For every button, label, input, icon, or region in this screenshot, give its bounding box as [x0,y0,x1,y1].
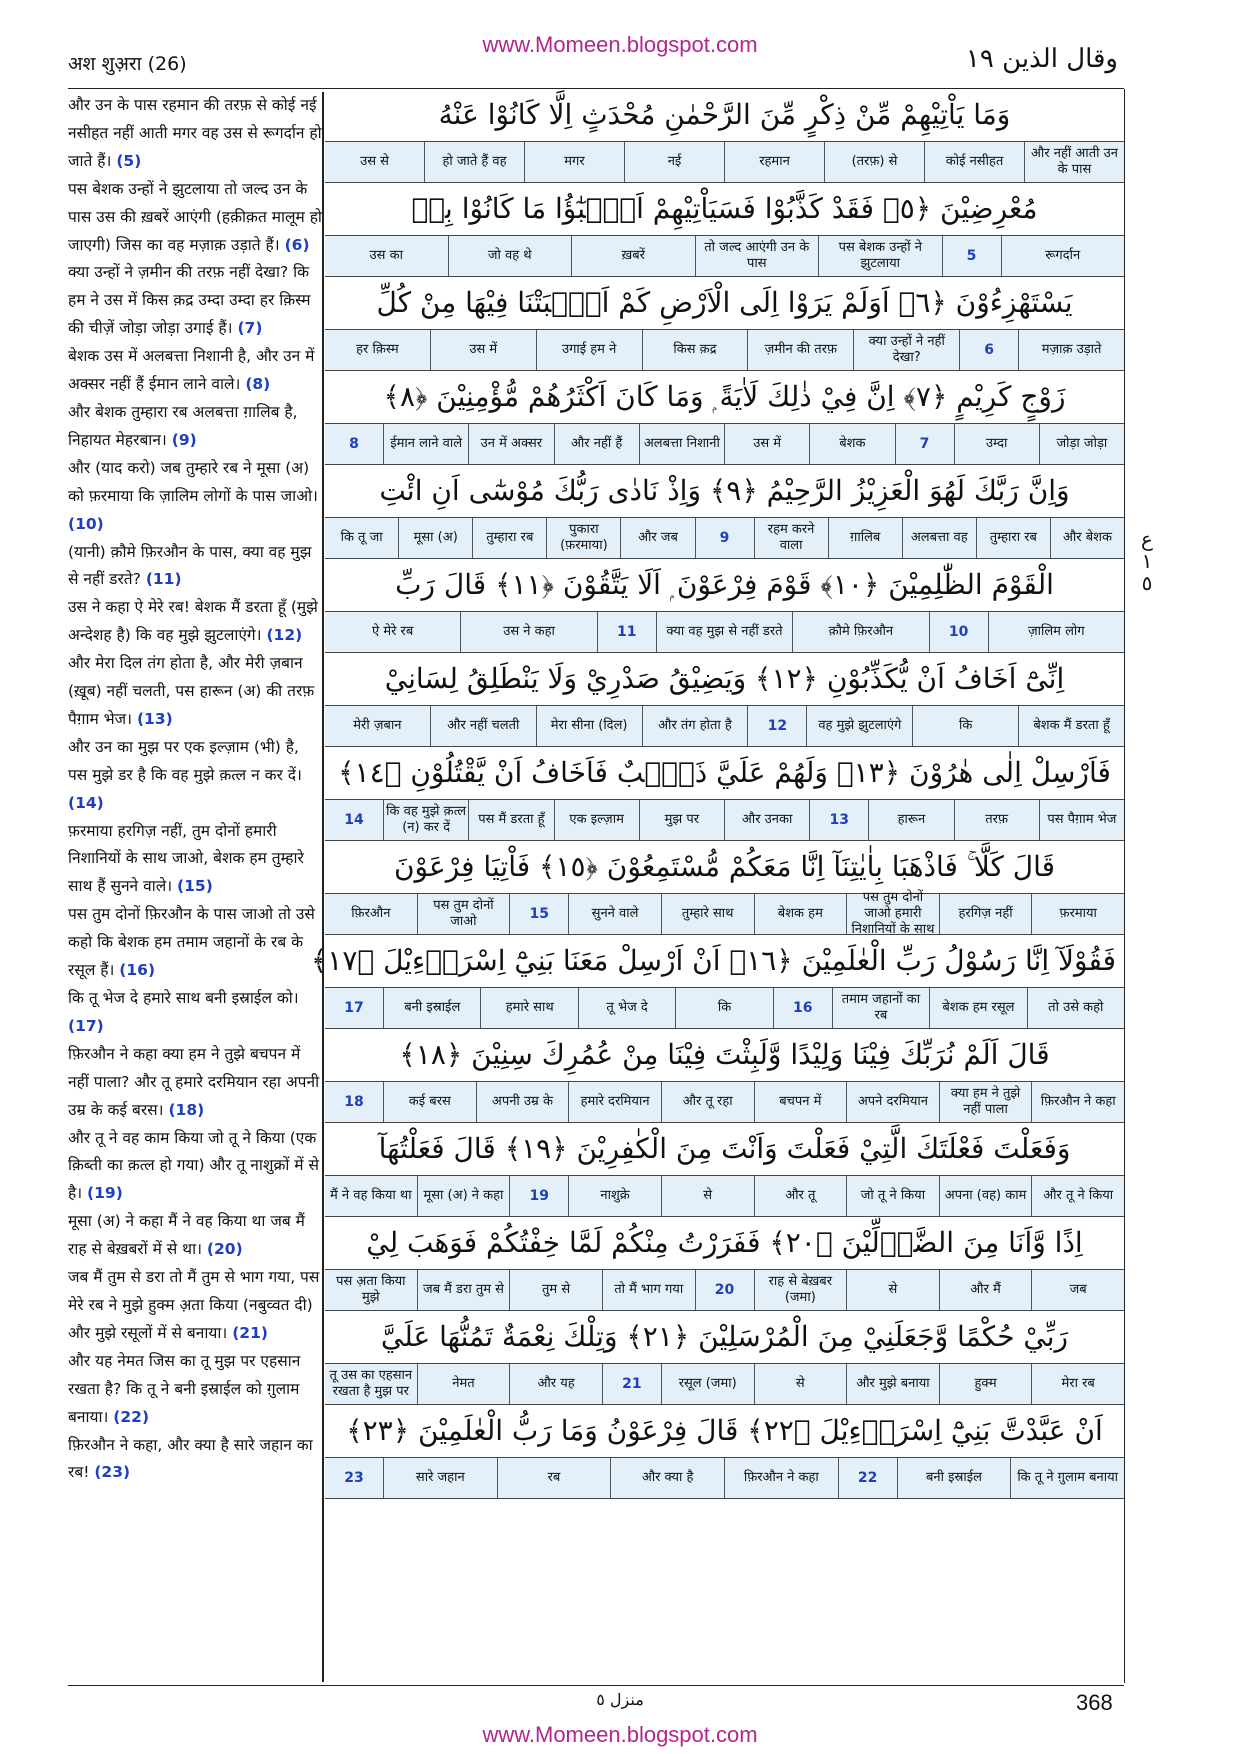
translation-paragraph [68,399,322,455]
word-meaning-cell: जोड़ा जोड़ा [1039,424,1124,464]
word-meaning-cell: और बेशक [1050,518,1124,558]
translation-text: और बेशक तुम्हारा रब अलबत्ता ग़ालिब है, निहायत मेहरबान। [68,402,298,449]
ruku-number-bottom: ٥ [1141,571,1153,595]
para-title: وقال الذين ١٩ [965,44,1118,74]
arabic-line: الْقَوْمَ الظّٰلِمِيْنَ ﴿١٠﴾ قَوْمَ فِرْعَوْنَ ۭ اَلَا يَتَّقُوْنَ ﴿١١﴾ قَالَ رَبِّ [395,568,1054,601]
word-meaning-cell: तो उसे कहो [1027,988,1124,1028]
word-meaning-cell: बनी इस्राईल [897,1458,1011,1498]
verse-block [325,277,1124,371]
verse-block [325,371,1124,465]
word-meaning-cell: वह मुझे झुटलाएंगे [806,706,912,746]
word-meaning-cell: कि तू जा [340,530,383,545]
verse-number-cell: 16 [773,988,832,1028]
translation-paragraph [68,455,322,539]
verse-number: (5) [116,151,142,170]
arabic-line: رَبِّيْ حُكْمًا وَّجَعَلَنِيْ مِنَ الْمُرْسَلِيْنَ ﴿٢١﴾ وَتِلْكَ نِعْمَةٌ تَمُنُّهَا عَلَيَّ [380,1320,1069,1353]
verse-number-cell: 9 [695,518,754,558]
verse-number-cell: 17 [344,1000,364,1016]
translation-text: पस तुम दोनों फ़िरऔन के पास जाओ तो उसे कहो कि बेशक हम तमाम जहानों के रब के रसूल हैं। [68,905,315,980]
word-meaning-cell: और नहीं चलती [430,706,536,746]
verse-number-cell: 23 [344,1470,364,1486]
word-meaning-cell: से [846,1270,939,1310]
word-meaning-cell: तू भेज दे [578,988,675,1028]
verse-number-cell: 21 [602,1364,661,1404]
verse-number: (19) [87,1184,123,1203]
word-meaning-cell: नई [624,142,724,182]
arabic-line: مُعْرِضِيْنَ ﴿٥﴾ فَقَدْ كَذَّبُوْا فَسَيَاْتِيْهِمْ اَنْۢبٰٓؤُا مَا كَانُوْا بِهٖ [411,192,1038,225]
word-meaning-row [325,987,1124,1029]
word-meaning-row [325,611,1124,653]
word-meaning-cell: कि वह मुझे क़त्ल (न) कर दें [383,800,468,840]
translation-text: क्या उन्हों ने ज़मीन की तरफ़ नहीं देखा? कि हम ने उस में किस क़द्र उम्दा उम्दा हर क़िस्म की चीज़ें जोड़ा जोड़ा उगाई हैं। [68,263,311,338]
verse-number: (6) [284,235,310,254]
word-meaning-cell: तुम्हारे साथ [661,894,754,934]
arabic-line: وَمَا يَاْتِيْهِمْ مِّنْ ذِكْرٍ مِّنَ الرَّحْمٰنِ مُحْدَثٍ اِلَّا كَانُوْا عَنْهُ [438,98,1011,131]
verse-number-cell: 15 [509,894,568,934]
translation-text: कि तू भेज दे हमारे साथ बनी इस्राईल को। [68,989,299,1007]
word-meaning-cell: और नहीं हैं [554,424,639,464]
word-meaning-cell: बेशक हम [754,894,847,934]
surah-title: अश शुअ़रा (26) [68,53,187,75]
translation-paragraph [68,1041,322,1125]
verse-number-cell: 7 [895,424,954,464]
verse-block [325,183,1124,277]
word-meaning-cell: बनी इस्राईल [383,988,480,1028]
word-meaning-cell: उस में [430,330,536,370]
word-meaning-cell: (तरफ़) से [824,142,924,182]
verse-block [325,465,1124,559]
word-meaning-cell: और तंग होता है [642,706,748,746]
verse-number-cell: 8 [349,436,359,452]
arabic-line: اِذًا وَّاَنَا مِنَ الضَّاۗلِّيْنَ ﴿٢٠﴾ فَفَرَرْتُ مِنْكُمْ لَمَّا خِفْتُكُمْ فَوَهَبَ لِيْ [366,1226,1083,1259]
word-meaning-cell: क़ौमे फ़िरऔन [792,612,928,652]
translation-text: और उन का मुझ पर एक इल्ज़ाम (भी) है, पस मुझे डर है कि वह मुझे क़त्ल न कर दें। [68,737,302,784]
verse-number: (23) [94,1463,131,1482]
word-meaning-cell: फ़िरऔन [351,906,391,921]
translation-paragraph [68,1348,322,1432]
word-meaning-cell: रसूल (जमा) [661,1364,754,1404]
word-meaning-cell: क्या उन्हों ने नहीं देखा? [853,330,959,370]
word-meaning-cell: मूसा (अ) ने कहा [417,1176,510,1216]
verse-block [325,747,1124,841]
translation-paragraph [68,1264,322,1348]
word-meaning-row [325,1269,1124,1311]
translation-text: और यह नेमत जिस का तू मुझ पर एहसान रखता है? कि तू ने बनी इस्राईल को ग़ुलाम बनाया। [68,1351,301,1426]
word-meaning-cell: तो मैं भाग गया [602,1270,695,1310]
word-meaning-cell: ज़मीन की तरफ़ [747,330,853,370]
word-meaning-cell: सारे जहान [383,1458,497,1498]
word-meaning-cell: से [754,1364,847,1404]
website-footer: www.Momeen.blogspot.com [482,1722,758,1747]
word-meaning-cell: और मुझे बनाया [846,1364,939,1404]
word-meaning-cell: और तू [754,1176,847,1216]
verse-number-cell: 11 [597,612,656,652]
word-meaning-cell: मगर [524,142,624,182]
verse-number: (11) [145,570,182,589]
word-meaning-cell: उस ने कहा [460,612,596,652]
word-meaning-cell: मेरी ज़बान [353,718,402,733]
word-meaning-cell: उन में अक्सर [468,424,553,464]
word-meaning-cell: और मैं [939,1270,1032,1310]
verse-number: (10) [68,514,104,533]
word-meaning-cell: तुम्हारा रब [976,518,1050,558]
translation-text: और (याद करो) जब तुम्हारे रब ने मूसा (अ) को फ़रमाया कि ज़ालिम लोगों के पास जाओ। [68,458,318,505]
word-meaning-cell: कि [675,988,772,1028]
word-meaning-cell: और तू रहा [661,1082,754,1122]
verse-block [325,1123,1124,1217]
word-meaning-row [325,1457,1124,1499]
ruku-letter: ع [1141,527,1153,551]
word-meaning-cell: राह से बेख़बर (जमा) [754,1270,847,1310]
translation-paragraph [68,985,322,1041]
translation-paragraph [68,650,322,734]
verse-number: (20) [206,1240,243,1259]
word-meaning-row [325,423,1124,465]
word-meaning-cell: उगाई हम ने [536,330,642,370]
word-meaning-cell: कि तू ने ग़ुलाम बनाया [1010,1458,1124,1498]
word-meaning-cell: तू उस का एहसान रखता है मुझ पर [329,1368,413,1399]
word-meaning-cell: ग़ालिब [828,518,902,558]
verse-number-cell: 12 [747,706,806,746]
word-meaning-cell: और उनका [724,800,809,840]
word-meaning-cell: हारून [868,800,953,840]
website-header: www.Momeen.blogspot.com [482,32,758,57]
arabic-line: اَنْ عَبَّدْتَّ بَنِيْٓ اِسْرَاۗءِيْلَ ﴿٢٢﴾ قَالَ فِرْعَوْنُ وَمَا رَبُّ الْعٰلَمِيْنَ ﴿٢٣﴾ [346,1414,1103,1447]
word-meaning-cell: एक इल्ज़ाम [554,800,639,840]
translation-column [68,92,324,1682]
word-meaning-row [325,329,1124,371]
word-meaning-cell: मुझ पर [639,800,724,840]
verse-number: (8) [245,375,271,394]
arabic-line: زَوْجٍ كَرِيْمٍ ﴿٧﴾ اِنَّ فِيْ ذٰلِكَ لَاٰيَةً ۭ وَمَا كَانَ اَكْثَرُهُمْ مُّؤْمِنِيْنَ ﴿٨﴾ [383,380,1066,413]
word-meaning-cell: बेशक मैं डरता हूँ [1018,706,1124,746]
arabic-line: قَالَ كَلَّا ۚ فَاذْهَبَا بِاٰيٰتِنَآ اِنَّا مَعَكُمْ مُّسْتَمِعُوْنَ ﴿١٥﴾ فَاْتِيَا فِرْعَوْنَ [393,850,1056,883]
word-meaning-cell: हो जाते हैं वह [424,142,524,182]
arabic-line: يَسْتَهْزِءُوْنَ ﴿٦﴾ اَوَلَمْ يَرَوْا اِلَى الْاَرْضِ كَمْ اَنْۢبَتْنَا فِيْهَا مِنْ كُلِّ [376,286,1073,319]
word-meaning-cell: रहम करने वाला [754,518,828,558]
translation-text: और तू ने वह काम किया जो तू ने किया (एक क़िब्ती का क़त्ल हो गया) और तू नाशुक्रों में से है। [68,1128,319,1203]
word-meaning-cell: जो वह थे [448,236,572,276]
translation-text: पस बेशक उन्हों ने झुटलाया तो जल्द उन के पास उस की ख़बरें आएंगी (हक़ीक़त मालूम हो जाएगी) जिस का वह मज़ाक़ उड़ाते हैं। [68,179,322,254]
ruku-marker [1132,528,1162,594]
verse-block [325,1029,1124,1123]
word-meaning-cell: मैं ने वह किया था [330,1188,412,1203]
word-meaning-cell: उस में [724,424,809,464]
verse-block [310,935,1124,1029]
word-meaning-cell: क्या वह मुझ से नहीं डरते [656,612,792,652]
verse-number-cell: 20 [695,1270,754,1310]
page-number: 368 [1076,1690,1113,1715]
word-meaning-cell: जब मैं डरा तुम से [417,1270,510,1310]
word-meaning-cell: तुम्हारा रब [472,518,546,558]
arabic-line: اِنِّىْٓ اَخَافُ اَنْ يُّكَذِّبُوْنِ ﴿١٢﴾ وَيَضِيْقُ صَدْرِيْ وَلَا يَنْطَلِقُ لِسَانِيْ [384,662,1065,695]
translation-paragraph [68,1208,322,1264]
word-meaning-cell: रहमान [724,142,824,182]
word-meaning-cell: अलबत्ता निशानी [639,424,724,464]
word-meaning-cell: फ़िरऔन ने कहा [724,1458,838,1498]
verse-number-cell: 13 [809,800,868,840]
verse-number-cell: 10 [929,612,988,652]
verse-number-cell: 6 [959,330,1018,370]
word-meaning-cell: ज़ालिम लोग [988,612,1124,652]
verse-number: (21) [232,1323,268,1342]
word-meaning-cell: और तू ने किया [1031,1176,1124,1216]
word-meaning-cell: अपना (वह) काम [939,1176,1032,1216]
word-meaning-cell: बचपन में [754,1082,847,1122]
verse-number: (18) [168,1100,205,1119]
verse-number: (7) [237,319,263,338]
translation-text: (यानी) क़ौमे फ़िरऔन के पास, क्या वह मुझ से नहीं डरते? [68,542,312,589]
translation-text: फ़रमाया हरगिज़ नहीं, तुम दोनों हमारी निशानियों के साथ जाओ, बेशक हम तुम्हारे साथ हैं सुनने वाले। [68,821,304,896]
word-meaning-cell: हुक्म [939,1364,1032,1404]
arabic-line: وَفَعَلْتَ فَعْلَتَكَ الَّتِيْ فَعَلْتَ وَاَنْتَ مِنَ الْكٰفِرِيْنَ ﴿١٩﴾ قَالَ فَعَلْتُهَآ [378,1132,1071,1165]
word-meaning-cell: पस मैं डरता हूँ [468,800,553,840]
word-meaning-cell: तमाम जहानों का रब [832,988,929,1028]
word-meaning-cell: और जब [620,518,694,558]
verse-block [325,89,1124,183]
verse-number: (17) [68,1016,104,1035]
verse-number-cell: 5 [942,236,1001,276]
verse-number-cell: 18 [344,1094,364,1110]
word-meaning-cell: मेरा रब [1031,1364,1124,1404]
verse-block [325,1311,1124,1405]
word-meaning-cell: तुम से [509,1270,602,1310]
word-meaning-cell: तो जल्द आएंगी उन के पास [695,236,819,276]
word-meaning-cell: कई बरस [383,1082,476,1122]
translation-text: जब मैं तुम से डरा तो मैं तुम से भाग गया, पस मेरे रब ने मुझे हुक्म अ़ता किया (नबुव्वत दी) और मुझे रसूलों में से बनाया। [68,1268,320,1342]
translation-paragraph [68,92,322,176]
word-meaning-cell: सुनने वाले [568,894,661,934]
translation-paragraph [68,343,322,399]
verse-number: (9) [171,430,197,449]
word-meaning-cell: पस बेशक उन्हों ने झुटलाया [818,236,942,276]
translation-text: मूसा (अ) ने कहा मैं ने वह किया था जब मैं राह से बेख़बरों में से था। [68,1212,305,1259]
arabic-line: وَاِنَّ رَبَّكَ لَهُوَ الْعَزِيْزُ الرَّحِيْمُ ﴿٩﴾ وَاِذْ نَادٰى رَبُّكَ مُوْسٰٓى اَنِ ائْتِ [379,474,1070,507]
translation-text: उस ने कहा ऐ मेरे रब! बेशक मैं डरता हूँ (मुझे अन्देशह है) कि वह मुझे झुटलाएंगे। [68,598,318,645]
translation-text: और उन के पास रहमान की तरफ़ से कोई नई नसीहत नहीं आती मगर वह उस से रूगर्दान हो जाते हैं। [68,96,322,170]
word-meaning-cell: हमारे साथ [480,988,577,1028]
word-meaning-cell: ईमान लाने वाले [383,424,468,464]
translation-paragraph [68,818,322,902]
word-meaning-cell: किस क़द्र [642,330,748,370]
word-meaning-cell: नेमत [417,1364,510,1404]
translation-paragraph [68,594,322,650]
word-meaning-cell: उस से [360,154,389,169]
verse-column [310,89,1125,1683]
word-meaning-row [325,1363,1124,1405]
word-meaning-cell: तरफ़ [954,800,1039,840]
word-meaning-cell: अपने दरमियान [846,1082,939,1122]
translation-paragraph [68,259,322,343]
word-meaning-cell: पस तुम दोनों जाओ [417,894,510,934]
verse-block [325,559,1124,653]
word-meaning-cell: जो तू ने किया [846,1176,939,1216]
word-meaning-cell: उस का [369,248,403,263]
word-meaning-cell: जब [1031,1270,1124,1310]
manzil-label: منزل ٥ [596,1690,644,1709]
word-meaning-cell: क्या हम ने तुझे नहीं पाला [939,1082,1032,1122]
word-meaning-cell: पस अ़ता किया मुझे [336,1274,406,1305]
word-meaning-cell: बेशक [809,424,894,464]
word-meaning-cell: और यह [509,1364,602,1404]
word-meaning-cell: ख़बरें [571,236,695,276]
word-meaning-row [325,141,1124,183]
word-meaning-row [325,517,1124,559]
word-meaning-cell: हरगिज़ नहीं [939,894,1032,934]
arabic-line: فَقُوْلَآ اِنَّا رَسُوْلُ رَبِّ الْعٰلَمِيْنَ ﴿١٦﴾ اَنْ اَرْسِلْ مَعَنَا بَنِيْٓ اِسْرَاۗءِيْلَ ﴿١٧﴾ [310,944,1116,977]
verse-number: (22) [113,1407,150,1426]
translation-paragraph [68,901,322,985]
translation-paragraph [68,1125,322,1209]
word-meaning-cell: कोई नसीहत [924,142,1024,182]
word-meaning-cell: ऐ मेरे रब [372,624,414,639]
word-meaning-cell: पस तुम दोनों जाओ हमारी निशानियों के साथ [846,894,939,934]
word-meaning-row [325,890,1124,937]
word-meaning-row [325,799,1124,841]
word-meaning-row [325,1081,1124,1123]
word-meaning-cell: और क्या है [610,1458,724,1498]
word-meaning-cell: पुकारा (फ़रमाया) [546,518,620,558]
word-meaning-cell: पस पैग़ाम भेज [1039,800,1124,840]
arabic-line: فَاَرْسِلْ اِلٰى هٰرُوْنَ ﴿١٣﴾ وَلَهُمْ عَلَيَّ ذَنْۢبٌ فَاَخَافُ اَنْ يَّقْتُلُوْنِ ﴿١٤﴾ [338,756,1111,789]
verse-number: (12) [266,626,303,645]
translation-text: और मेरा दिल तंग होता है, और मेरी ज़बान (ख़ूब) नहीं चलती, पस हारून (अ) की तरफ़ पैग़ाम भेज। [68,654,315,728]
verse-block [325,653,1124,747]
verse-number-cell: 22 [838,1458,897,1498]
word-meaning-cell: रब [497,1458,611,1498]
translation-text: बेशक उस में अलबत्ता निशानी है, और उन में अक्सर नहीं हैं ईमान लाने वाले। [68,347,315,394]
word-meaning-cell: से [661,1176,754,1216]
translation-paragraph [68,176,322,260]
verse-block [325,1405,1124,1499]
word-meaning-cell: हमारे दरमियान [568,1082,661,1122]
word-meaning-cell: फ़िरऔन ने कहा [1031,1082,1124,1122]
word-meaning-cell: नाशुक्रे [568,1176,661,1216]
word-meaning-cell: हर क़िस्म [356,342,399,357]
translation-text: फ़िरऔन ने कहा क्या हम ने तुझे बचपन में नहीं पाला? और तू हमारे दरमियान रहा अपनी उम्र के कई बरस। [68,1044,320,1119]
word-meaning-cell: मेरा सीना (दिल) [536,706,642,746]
word-meaning-cell: अलबत्ता वह [902,518,976,558]
word-meaning-cell: मज़ाक़ उड़ाते [1018,330,1124,370]
word-meaning-cell: और नहीं आती उन के पास [1024,142,1124,182]
word-meaning-cell: फ़रमाया [1031,894,1124,934]
word-meaning-cell: मूसा (अ) [398,518,472,558]
word-meaning-row [325,705,1124,747]
verse-number-cell: 19 [509,1176,568,1216]
ruku-number-top: ١ [1141,549,1153,573]
word-meaning-cell: रूगर्दान [1001,236,1125,276]
translation-paragraph [68,1432,322,1488]
arabic-line: قَالَ اَلَمْ نُرَبِّكَ فِيْنَا وَلِيْدًا وَّلَبِثْتَ فِيْنَا مِنْ عُمُرِكَ سِنِيْنَ ﴿١٨﴾ [399,1038,1050,1071]
translation-paragraph [68,539,322,595]
translation-text: फ़िरऔन ने कहा, और क्या है सारे जहान का रब! [68,1435,313,1482]
word-meaning-cell: उम्दा [954,424,1039,464]
verse-number: (14) [68,793,104,812]
word-meaning-cell: कि [912,706,1018,746]
verse-number-cell: 14 [344,812,364,828]
verse-number: (16) [119,961,156,980]
word-meaning-row [325,235,1124,277]
word-meaning-cell: अपनी उम्र के [476,1082,569,1122]
verse-number: (15) [177,877,213,896]
word-meaning-cell: बेशक हम रसूल [929,988,1026,1028]
verse-block [325,1217,1124,1311]
verse-number: (13) [136,709,173,728]
translation-paragraph [68,734,322,818]
word-meaning-row [325,1175,1124,1217]
verse-block [325,841,1124,935]
